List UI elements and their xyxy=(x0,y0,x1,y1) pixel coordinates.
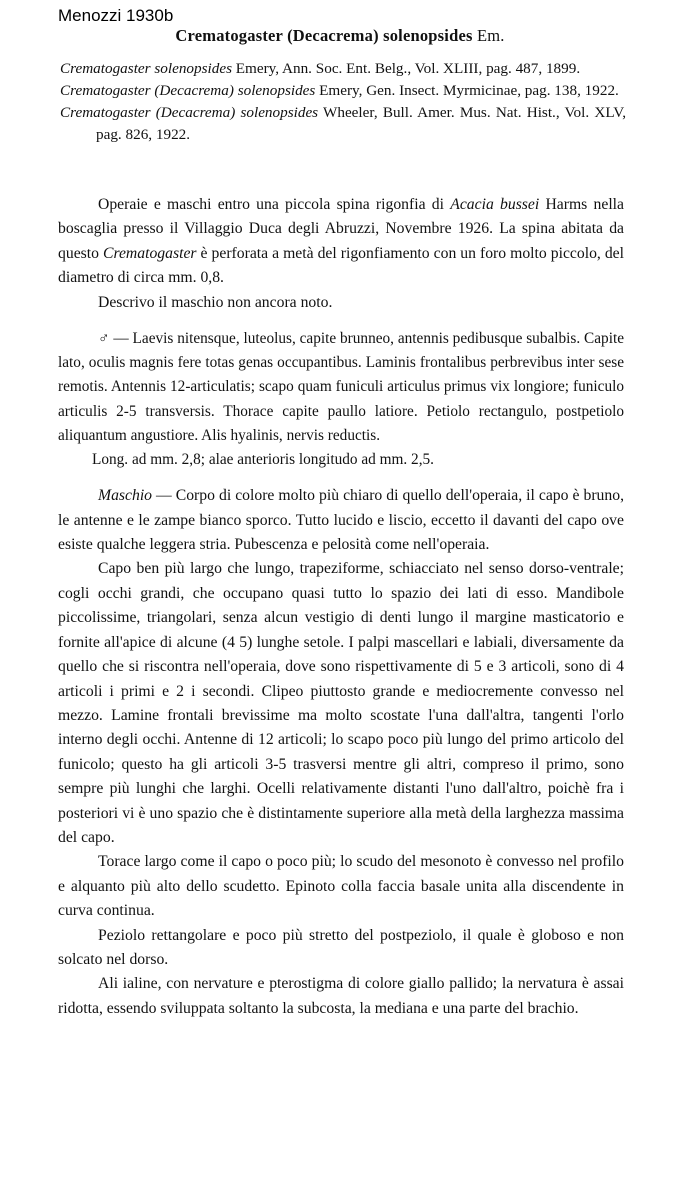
reference-item xyxy=(60,58,626,80)
reference-item xyxy=(60,102,626,146)
genus-name: Crematogaster xyxy=(102,244,197,262)
section-label: Maschio xyxy=(98,487,153,505)
text-run: Harms nella boscaglia presso il Villaggio Duca degli Abruzzi, Novembre 1926. La spina abitata da questo xyxy=(58,196,625,262)
citation-tag: Menozzi 1930b xyxy=(58,6,174,25)
reference-taxon: Crematogaster (Decacrema) solenopsides xyxy=(60,82,316,99)
plant-name: Acacia bussei xyxy=(450,196,540,213)
article-body xyxy=(58,193,624,1021)
male-description xyxy=(58,484,624,557)
intro-note: Descrivo il maschio non ancora noto. xyxy=(98,293,333,311)
species-title xyxy=(0,26,680,46)
diagnosis-text: — Laevis nitensque, luteolus, capite brunneo, antennis pedibusque subalbis. Capite lato, oculis magnis fere totas genas occupantibus. Laminis frontalibus perbrevibus inter sese remotis. Antennis 12-articulatis; scapo quam funiculi articulus primus vix longiore; funiculo articulis 2-5 transversis. Thorace capite paullo latiore. Petiolo rectangulo, postpetiolo aliquantum angustiore. Alis hyalinis, nervis reductis. xyxy=(58,330,624,444)
species-author: Em. xyxy=(476,26,505,45)
text-run: Operaie e maschi entro una piccola spina rigonfia di xyxy=(98,196,444,213)
petiole-description: Peziolo rettangolare e poco più stretto del postpeziolo, il quale è globoso e non solcato nel dorso. xyxy=(58,926,624,968)
reference-taxon: Crematogaster (Decacrema) solenopsides xyxy=(60,104,319,121)
head-description: Capo ben più largo che lungo, trapeziforme, schiacciato nel senso dorso-ventrale; cogli occhi grandi, che occupano quasi tutto lo spazio dei lati di esso. Mandibole piccolissime, triangolari, senza alcun vestigio di denti lungo il margine masticatorio e fornite all'apice di alcune (4 5) lunghe setole. I palpi mascellari e labiali, diversamente da quello che si riscontra nell'operaia, dove sono rispettivamente di 5 e 3 articoli, sono di 4 articoli i primi e 2 i secondi. Clipeo piuttosto grande e mediocremente convesso nel mezzo. Lamine frontali brevissime ma molto scostate l'una dall'altra, tangenti l'orlo interno degli occhi. Antenne di 12 articoli; lo scapo poco più lungo del primo articolo del funicolo; questo ha gli articoli 3-5 trasversi mentre gli altri, compreso il primo, sono sempre più lunghi che larghi. Ocelli relativamente distanti l'uno dall'altro, poichè fra i posteriori vi è uno spazio che è distintamente superiore alla metà della larghezza massima del capo. xyxy=(58,560,624,846)
synonymy-list xyxy=(60,58,626,146)
thorax-description: Torace largo come il capo o poco più; lo scudo del mesonoto è convesso nel profilo e alquanto più alto dello scudetto. Epinoto colla faccia basale unita alla discendente in curva continua. xyxy=(58,853,624,920)
latin-diagnosis xyxy=(58,327,624,448)
reference-citation: Emery, Gen. Insect. Myrmicinae, pag. 138, 1922. xyxy=(319,82,619,99)
male-symbol-icon: ♂ xyxy=(98,330,110,348)
reference-taxon: Crematogaster solenopsides xyxy=(60,60,232,77)
wings-description: Ali ialine, con nervature e pterostigma di colore giallo pallido; la nervatura è assai ridotta, essendo sviluppata soltanto la subcosta, la mediana e una parte del brachio. xyxy=(58,975,624,1017)
reference-item xyxy=(60,80,626,102)
reference-citation: Emery, Ann. Soc. Ent. Belg., Vol. XLIII, pag. 487, 1899. xyxy=(235,60,581,77)
reference-citation: Wheeler, Bull. Amer. Mus. Nat. Hist., Vol. XLV, pag. 826, 1922. xyxy=(96,104,627,143)
text-run: è perforata a metà del rigonfiamento con un foro molto piccolo, del diametro di circa mm. 0,8. xyxy=(58,244,625,287)
species-name: Crematogaster (Decacrema) solenopsides xyxy=(175,26,473,45)
collection-paragraph xyxy=(58,193,624,291)
text-run: — Corpo di colore molto più chiaro di quello dell'operaia, il capo è bruno, le antenne e le zampe bianco sporco. Tutto lucido e liscio, eccetto il davanti del capo ove esiste qualche leggera stria. Pubescenza e pelosità come nell'operaia. xyxy=(58,487,625,554)
measurements: Long. ad mm. 2,8; alae anterioris longitudo ad mm. 2,5. xyxy=(92,451,434,469)
